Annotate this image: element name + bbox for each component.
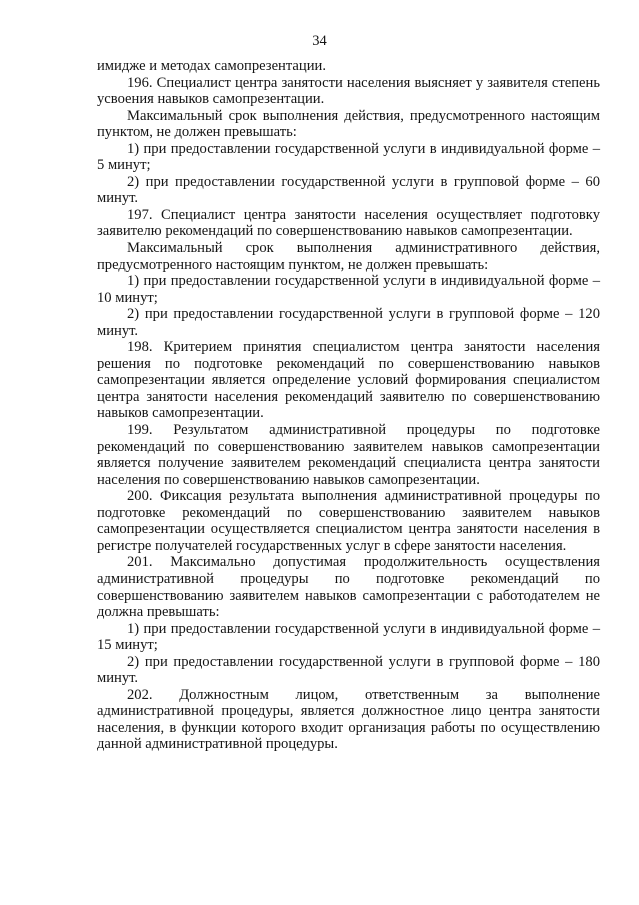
paragraph: 201. Максимально допустимая продолжительность осуществления административной процедуры по подготовке рекомендаций по совершенствованию заявителем навыков самопрезентации с работодателем не должна превышать: xyxy=(97,554,600,621)
paragraph: 199. Результатом административной процедуры по подготовке рекомендаций по совершенствованию заявителем навыков самопрезентации является получение заявителем рекомендаций специалиста центра занятости населения по совершенствованию навыков самопрезентации. xyxy=(97,422,600,488)
paragraph: 196. Специалист центра занятости населения выясняет у заявителя степень усвоения навыков самопрезентации. xyxy=(97,74,600,108)
paragraph: 1) при предоставлении государственной услуги в индивидуальной форме – 10 минут; xyxy=(97,273,600,306)
paragraph: 200. Фиксация результата выполнения административной процедуры по подготовке рекомендаций по совершенствованию заявителем навыков самопрезентации осуществляется специалистом центра занятости населения в регистре получателей государственных услуг в сфере занятости населения. xyxy=(97,488,600,554)
paragraph: 1) при предоставлении государственной услуги в индивидуальной форме – 5 минут; xyxy=(97,140,600,174)
paragraph: Максимальный срок выполнения действия, предусмотренного настоящим пунктом, не должен превышать: xyxy=(97,107,600,141)
paragraph: 2) при предоставлении государственной услуги в групповой форме – 60 минут. xyxy=(97,173,600,207)
page-number: 34 xyxy=(312,33,327,49)
paragraph: Максимальный срок выполнения административного действия, предусмотренного настоящим пунктом, не должен превышать: xyxy=(97,240,600,273)
paragraph: 2) при предоставлении государственной услуги в групповой форме – 120 минут. xyxy=(97,306,600,339)
paragraph: 2) при предоставлении государственной услуги в групповой форме – 180 минут. xyxy=(97,653,600,687)
paragraph: 198. Критерием принятия специалистом центра занятости населения решения по подготовке рекомендаций по совершенствованию навыков самопрезентации является определение условий формирования специалистом центра занятости населения рекомендаций заявителю по совершенствованию навыков самопрезентации. xyxy=(97,339,600,422)
paragraph: 202. Должностным лицом, ответственным за выполнение административной процедуры, является должностное лицо центра занятости населения, в функции которого входит организация работы по осуществлению данной административной процедуры. xyxy=(97,686,600,753)
paragraph: 1) при предоставлении государственной услуги в индивидуальной форме – 15 минут; xyxy=(97,620,600,654)
document-body xyxy=(97,58,600,753)
paragraph: имидже и методах самопрезентации. xyxy=(97,58,326,74)
paragraph: 197. Специалист центра занятости населения осуществляет подготовку заявителю рекомендаций по совершенствованию навыков самопрезентации. xyxy=(97,206,600,240)
